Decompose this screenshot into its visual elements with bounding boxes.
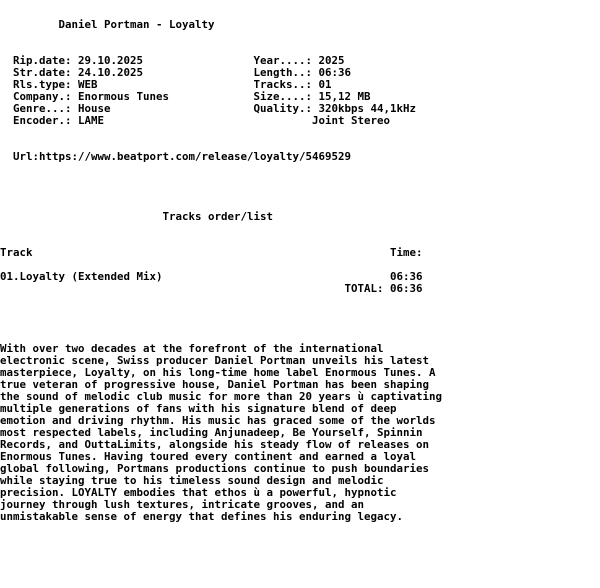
blank-line (0, 187, 442, 199)
description-line: global following, Portmans productions continue to push boundaries (0, 462, 430, 475)
info-rip-date-year: Rip.date: 29.10.2025 Year....: 2025 (0, 54, 345, 67)
tracklist-header: Track Time: (0, 246, 423, 259)
tracklist-heading: Tracks order/list (0, 210, 274, 223)
total-time: TOTAL: 06:36 (0, 282, 423, 295)
info-company-size: Company.: Enormous Tunes Size....: 15,12 MB (0, 90, 371, 103)
info-genre-quality: Genre...: House Quality.: 320kbps 44,1kHz (0, 102, 417, 115)
description-line: precision. LOYALTY embodies that ethos ù a powerful, hypnotic (0, 486, 397, 499)
track-row: 01.Loyalty (Extended Mix) 06:36 (0, 270, 423, 283)
description-line: masterpiece, Loyalty, on his long-time home label Enormous Tunes. A (0, 366, 436, 379)
blank-line (0, 175, 442, 187)
description-line: the sound of melodic club music for more than 20 years ù captivating (0, 390, 443, 403)
description-line: multiple generations of fans with his signature blend of deep (0, 402, 397, 415)
description-line: Enormous Tunes. Having toured every continent and earned a loyal (0, 450, 417, 463)
blank-line (0, 223, 442, 235)
nfo-document (0, 19, 442, 523)
blank-line (0, 31, 442, 43)
info-str-date-length: Str.date: 24.10.2025 Length..: 06:36 (0, 66, 352, 79)
description-line: journey through lush textures, intricate grooves, and an (0, 498, 365, 511)
info-rls-type-tracks: Rls.type: WEB Tracks..: 01 (0, 78, 332, 91)
blank-line (0, 319, 442, 331)
blank-line (0, 307, 442, 319)
description-line: true veteran of progressive house, Daniel Portman has been shaping (0, 378, 430, 391)
description-line: while staying true to his timeless sound design and melodic (0, 474, 384, 487)
blank-line (0, 163, 442, 175)
release-title: Daniel Portman - Loyalty (0, 18, 215, 31)
description-line: unmistakable sense of energy that defines his enduring legacy. (0, 510, 404, 523)
description-line: emotion and driving rhythm. His music has graced some of the worlds (0, 414, 436, 427)
blank-line (0, 295, 442, 307)
blank-line (0, 127, 442, 139)
description-line: With over two decades at the forefront of the international (0, 342, 384, 355)
release-url: Url:https://www.beatport.com/release/loyalty/5469529 (0, 150, 352, 163)
info-encoder-mode: Encoder.: LAME Joint Stereo (0, 114, 391, 127)
description-line: Records, and OuttaLimits, alongside his steady flow of releases on (0, 438, 430, 451)
description-line: most respected labels, including Anjunadeep, Be Yourself, Spinnin (0, 426, 423, 439)
description-line: electronic scene, Swiss producer Daniel Portman unveils his latest (0, 354, 430, 367)
